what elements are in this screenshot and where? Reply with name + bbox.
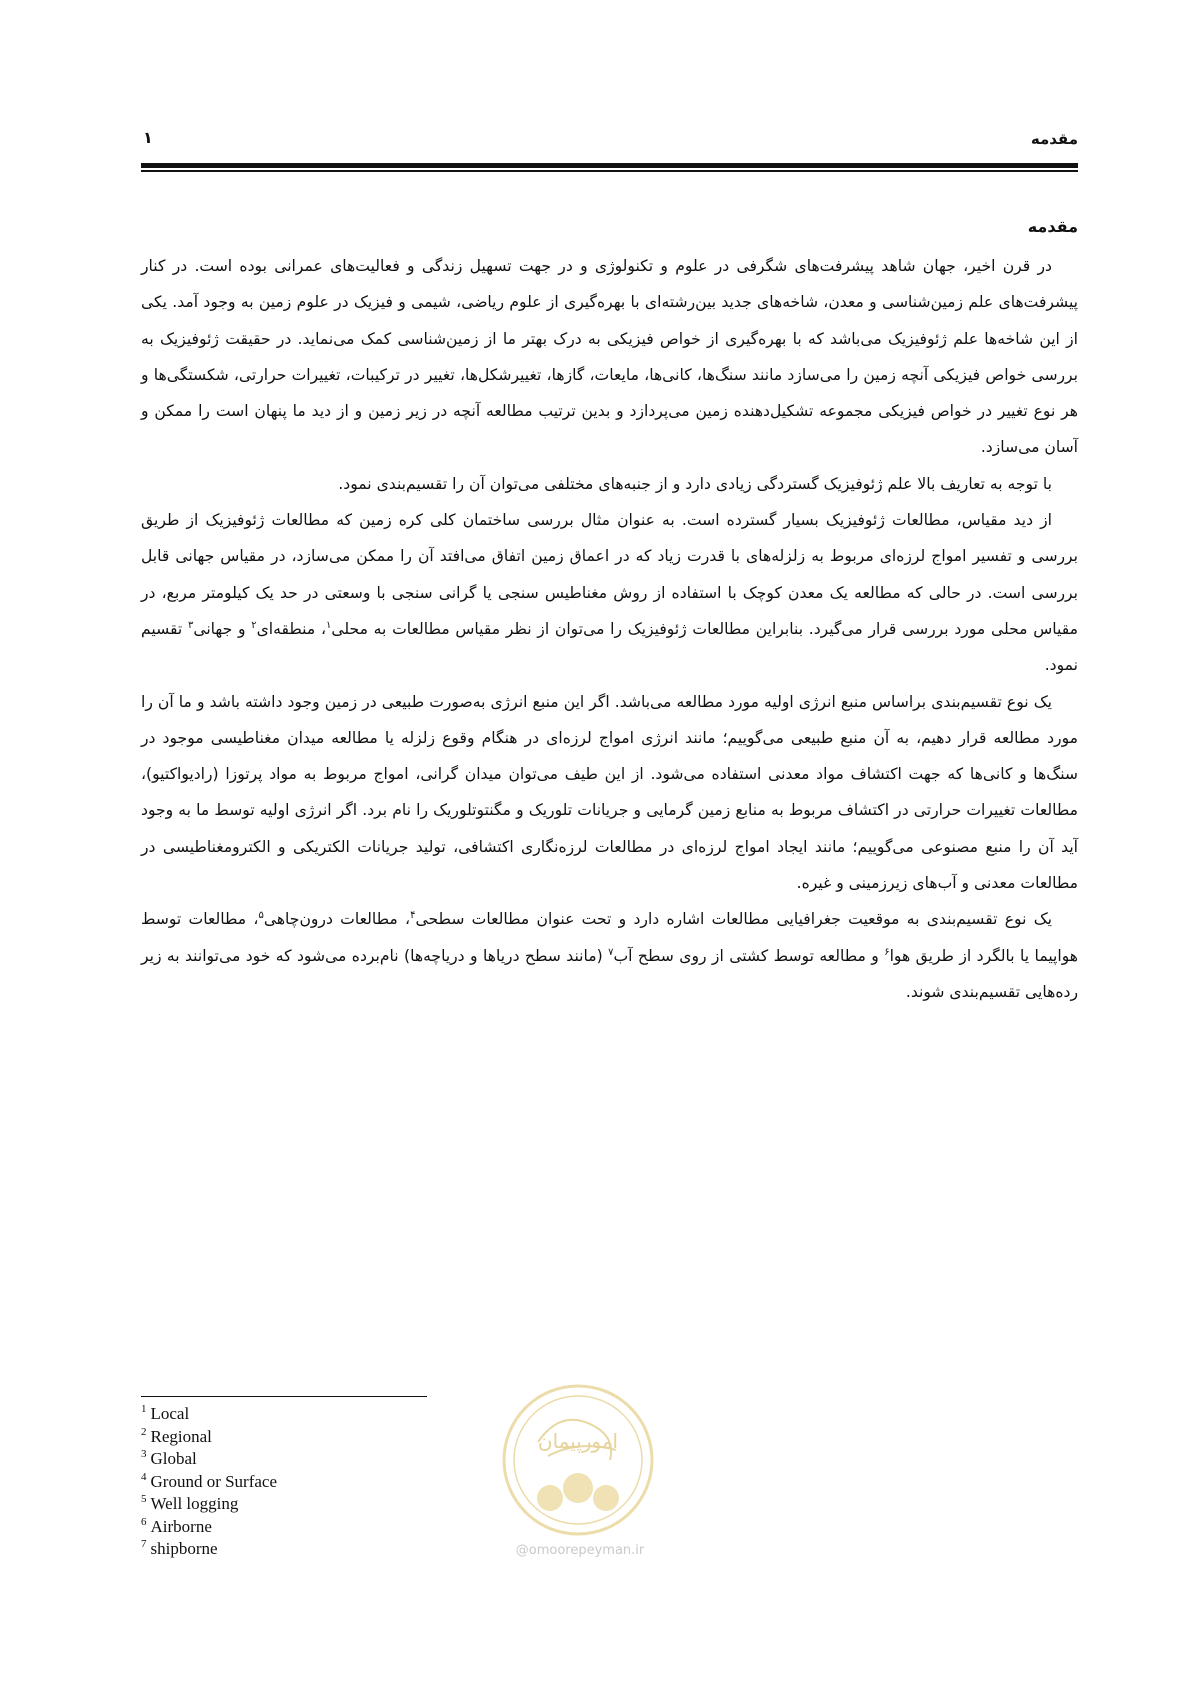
footnote-item [141, 1403, 461, 1426]
footnote-text: Local [150, 1404, 190, 1423]
footnote-number: 4 [141, 1470, 147, 1483]
paragraph-text: ، مطالعات توسط هواپیما یا بالگرد از طریق هوا [141, 910, 1078, 965]
paragraph-text: در قرن اخیر، جهان شاهد پیشرفت‌های شگرفی در علوم و تکنولوژی و در جهت تسهیل زندگی و فعالیت‌های عمرانی بوده است. در کنار پیشرفت‌های علم زمین‌شناسی و معدن، شاخه‌های جدید بین‌رشته‌ای با بهره‌گیری از علوم ریاضی، شیمی و فیزیک در علوم زمین به وجود آمد. یکی از این شاخه‌ها علم ژئوفیزیک می‌باشد که با بهره‌گیری از خواص فیزیکی به درک بهتر ما از زمین‌شناسی کمک می‌نماید. در حقیقت ژئوفیزیک به بررسی خواص فیزیکی آنچه زمین را می‌سازد مانند سنگ‌ها، کانی‌ها، مایعات، گازها، تغییرشکل‌ها، تغییر در ترکیبات، تغییرات حرارتی، شکستگی‌ها و هر نوع تغییر در خواص فیزیکی مجموعه تشکیل‌دهنده زمین می‌پردازد و بدین ترتیب مطالعه آنچه در زیر زمین و از دید ما پنهان است را ممکن و آسان می‌سازد. [141, 257, 1078, 457]
footnote-item [141, 1493, 461, 1516]
footnote-number: 1 [141, 1403, 147, 1416]
section-title: مقدمه [1027, 217, 1078, 236]
paragraph-2 [141, 466, 1078, 502]
watermark-url: @omoorepeyman.ir [515, 1543, 645, 1558]
paragraph-text: و جهانی [193, 619, 252, 638]
paragraph-3 [141, 502, 1078, 683]
paragraph-text: از دید مقیاس، مطالعات ژئوفیزیک بسیار گسترده است. به عنوان مثال بررسی ساختمان کلی کره زمین که مطالعات ژئوفیزیک از طریق بررسی و تفسیر امواج لرزه‌ای مربوط به زلزله‌های با قدرت زیاد که در اعماق زمین اتفاق می‌افتد آن را ممکن می‌سازد، در مقیاس جهانی قابل بررسی است. در حالی که مطالعه یک معدن کوچک با استفاده از روش مغناطیس سنجی یا گرانی سنجی با وسعتی در حد یک کیلومتر مربع، در مقیاس محلی مورد بررسی قرار می‌گیرد. بنابراین مطالعات ژئوفیزیک را می‌توان از نظر مقیاس مطالعات به محلی [141, 511, 1078, 638]
paragraph-text: با توجه به تعاریف بالا علم ژئوفیزیک گستردگی زیادی دارد و از جنبه‌های مختلفی می‌توان آن را تقسیم‌بندی نمود. [338, 474, 1052, 493]
footnote-text: Well logging [150, 1494, 239, 1513]
header-title: مقدمه [1030, 130, 1078, 148]
paragraph-text: و مطالعه توسط کشتی از روی سطح آب [613, 946, 885, 965]
footnote-text: shipborne [150, 1539, 218, 1558]
footnote-number: 6 [141, 1515, 147, 1528]
footnote-ref[interactable]: ۶ [884, 946, 890, 958]
footnote-item [141, 1471, 461, 1494]
footnote-number: 3 [141, 1448, 147, 1461]
watermark-logo [498, 1380, 658, 1540]
paragraph-1 [141, 248, 1078, 466]
footnote-ref[interactable]: ۴ [410, 910, 416, 922]
body-text [141, 212, 1078, 1010]
footnote-text: Ground or Surface [150, 1471, 278, 1491]
header-rule-thin [141, 170, 1078, 172]
footnote-number: 7 [141, 1538, 147, 1551]
footnote-ref[interactable]: ۷ [608, 946, 614, 958]
page-header [141, 126, 1078, 156]
paragraph-text: (مانند سطح دریاها و دریاچه‌ها) نام‌برده می‌شود که خود می‌توانند به زیر رده‌هایی تقسیم‌بندی شوند. [141, 946, 1078, 1001]
footnote-item [141, 1448, 461, 1471]
paragraph-text: تقسیم نمود. [141, 619, 1078, 675]
footnote-text: Airborne [150, 1516, 212, 1536]
footnote-number: 2 [141, 1425, 147, 1438]
footnote-item [141, 1538, 461, 1561]
paragraph-text: ، مطالعات درون‌چاهی [263, 910, 411, 929]
footnote-text: Regional [150, 1426, 212, 1446]
paragraph-text: یک نوع تقسیم‌بندی براساس منبع انرژی اولیه مورد مطالعه می‌باشد. اگر این منبع انرژی به‌صورت طبیعی در زمین وجود داشته باشد و ما آن را مورد مطالعه قرار دهیم، به آن منبع طبیعی می‌گوییم؛ مانند انرژی امواج لرزه‌ای در هنگام وقوع زلزله یا مطالعه میدان مغناطیسی موجود در سنگ‌ها و کانی‌ها که جهت اکتشاف مواد معدنی استفاده می‌شود. از این طیف می‌توان میدان گرانی، امواج مربوط به مواد پرتوزا (رادیواکتیو)، مطالعات تغییرات حرارتی در اکتشاف مربوط به منابع زمین گرمایی و جریانات تلوریک و مگنتوتلوریک را نام برد. اگر انرژی اولیه توسط ما به وجود آید آن را منبع مصنوعی می‌گوییم؛ مانند ایجاد امواج لرزه‌ای در مطالعات لرزه‌نگاری اکتشافی، تولید جریانات الکتریکی و الکترومغناطیسی در مطالعات معدنی و آب‌های زیرزمینی و غیره. [141, 692, 1078, 893]
footnote-ref[interactable]: ۵ [258, 910, 264, 922]
footnote-ref[interactable]: ۳ [187, 619, 194, 631]
footnote-separator [141, 1396, 427, 1397]
footnote-ref[interactable]: ۱ [325, 619, 332, 631]
footnote-item [141, 1426, 461, 1449]
footnote-number: 5 [141, 1493, 147, 1506]
footnotes [141, 1403, 461, 1561]
paragraph-4 [141, 684, 1078, 902]
watermark-logo-text: امورپیمان [537, 1429, 619, 1453]
footnote-ref[interactable]: ۲ [251, 619, 257, 631]
footnote-text: Global [150, 1449, 197, 1468]
footnote-item [141, 1516, 461, 1539]
paragraph-5 [141, 901, 1078, 1010]
header-rule-thick [141, 163, 1078, 168]
paragraph-text: یک نوع تقسیم‌بندی به موقعیت جغرافیایی مطالعات اشاره دارد و تحت عنوان مطالعات سطحی [415, 910, 1052, 929]
paragraph-text: ، منطقه‌ای [256, 619, 326, 638]
page-number: ۱ [143, 128, 153, 147]
